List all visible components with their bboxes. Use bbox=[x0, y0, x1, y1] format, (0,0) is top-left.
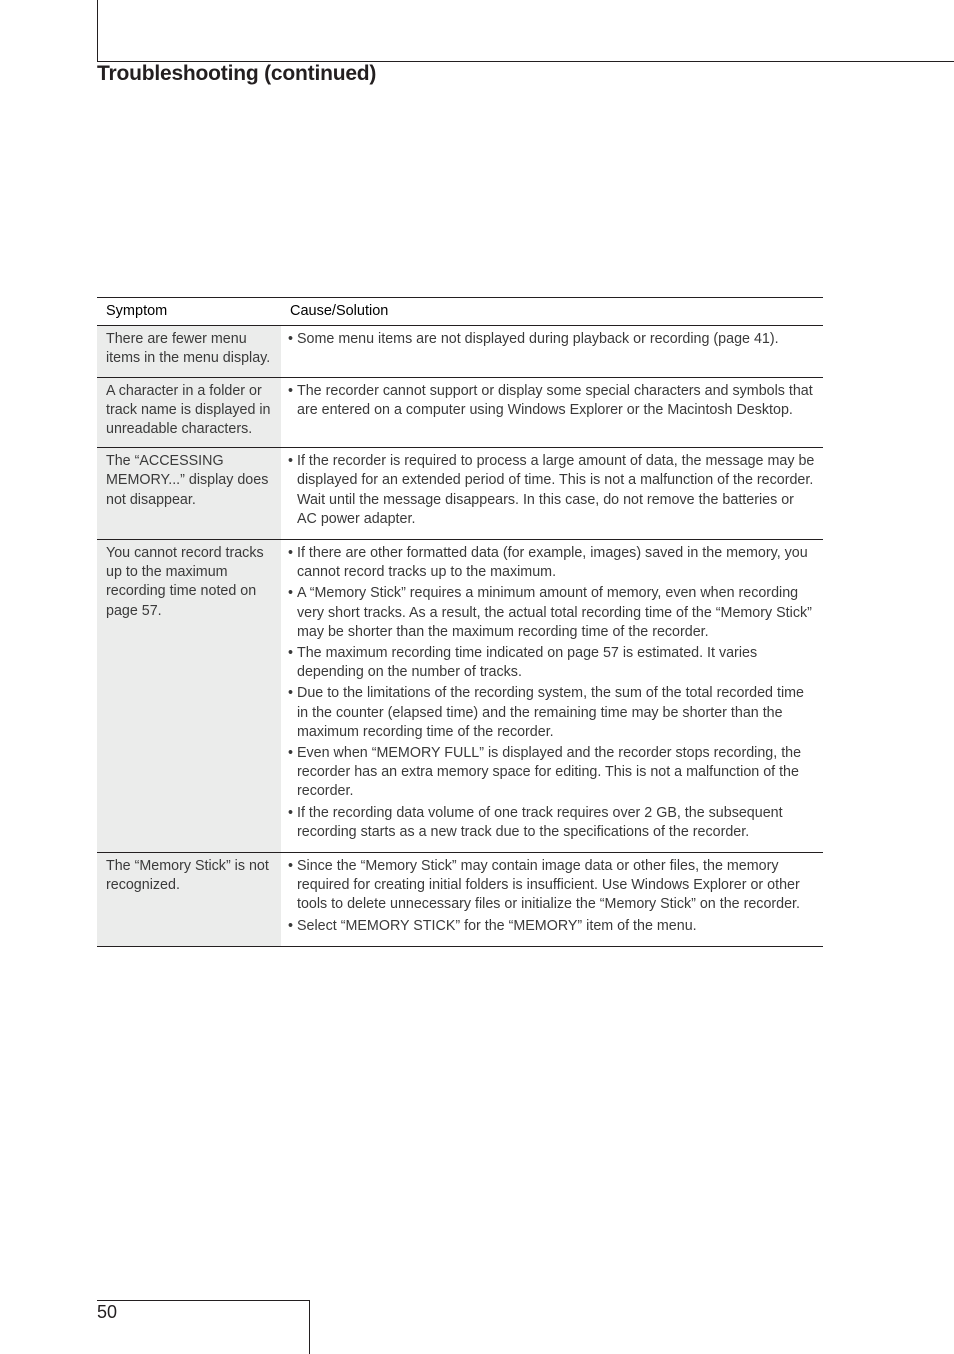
cause-list bbox=[289, 452, 815, 529]
list-item bbox=[289, 857, 815, 915]
table-row bbox=[97, 540, 823, 853]
bullet-icon: • bbox=[288, 545, 294, 562]
header-frame-vertical-rule bbox=[97, 0, 98, 62]
symptom-cell: There are fewer menu items in the menu display. bbox=[97, 326, 281, 377]
bullet-icon: • bbox=[288, 382, 294, 399]
table-body bbox=[97, 326, 823, 947]
cause-cell bbox=[281, 377, 823, 448]
bullet-icon: • bbox=[288, 585, 294, 602]
cause-text: Some menu items are not displayed during playback or recording (page 41). bbox=[297, 331, 779, 348]
footer-frame-horizontal-rule bbox=[97, 1300, 310, 1301]
list-item bbox=[289, 744, 815, 802]
cause-cell bbox=[281, 326, 823, 377]
list-item bbox=[289, 684, 815, 742]
list-item bbox=[289, 804, 815, 842]
cause-text: Due to the limitations of the recording system, the sum of the total recorded time in the counter (elapsed time) and the remaining time may be shorter than the maximum recording time of the recorder. bbox=[297, 685, 804, 740]
footer-frame-vertical-rule bbox=[309, 1300, 310, 1354]
cause-text: The recorder cannot support or display some special characters and symbols that are entered on a computer using Windows Explorer or the Macintosh Desktop. bbox=[297, 382, 813, 418]
page-title: Troubleshooting (continued) bbox=[97, 62, 377, 85]
list-item bbox=[289, 330, 815, 349]
cause-text: If there are other formatted data (for example, images) saved in the memory, you cannot record tracks up to the maximum. bbox=[297, 545, 808, 581]
cause-list bbox=[289, 330, 815, 349]
list-item bbox=[289, 382, 815, 420]
cause-cell bbox=[281, 448, 823, 540]
cause-cell bbox=[281, 540, 823, 853]
bullet-icon: • bbox=[288, 645, 294, 662]
list-item bbox=[289, 917, 815, 936]
cause-text: If the recording data volume of one track requires over 2 GB, the subsequent recording starts as a new track due to the specifications of the recorder. bbox=[297, 804, 783, 840]
table-row bbox=[97, 377, 823, 448]
page-number: 50 bbox=[97, 1302, 118, 1322]
cause-column-header: Cause/Solution bbox=[281, 298, 823, 326]
bullet-icon: • bbox=[288, 804, 294, 821]
cause-list bbox=[289, 382, 815, 420]
troubleshooting-table bbox=[97, 297, 823, 947]
bullet-icon: • bbox=[288, 745, 294, 762]
list-item bbox=[289, 452, 815, 529]
cause-list bbox=[289, 857, 815, 936]
table-row bbox=[97, 853, 823, 947]
symptom-column-header: Symptom bbox=[97, 298, 281, 326]
cause-text: The maximum recording time indicated on page 57 is estimated. It varies depending on the number of tracks. bbox=[297, 645, 758, 681]
bullet-icon: • bbox=[288, 858, 294, 875]
symptom-cell: The “Memory Stick” is not recognized. bbox=[97, 853, 281, 947]
cause-text: A “Memory Stick” requires a minimum amount of memory, even when recording very short tracks. As a result, the actual total recording time of the “Memory Stick” may be shorter than the maximum recording time of the recorder. bbox=[297, 585, 812, 640]
cause-text: Since the “Memory Stick” may contain image data or other files, the memory required for creating initial folders is insufficient. Use Windows Explorer or other tools to delete unnecessary files or initialize the “Memory Stick” on the recorder. bbox=[297, 858, 801, 913]
cause-text: If the recorder is required to process a large amount of data, the message may be displayed for an extended period of time. This is not a malfunction of the recorder. Wait until the message disappears. In this case, do not remove the batteries or AC power adapter. bbox=[297, 453, 815, 527]
list-item bbox=[289, 544, 815, 582]
cause-text: Even when “MEMORY FULL” is displayed and the recorder stops recording, the recorder has an extra memory space for editing. This is not a malfunction of the recorder. bbox=[297, 745, 802, 800]
cause-list bbox=[289, 544, 815, 842]
table-header-row bbox=[97, 298, 823, 326]
symptom-cell: The “ACCESSING MEMORY...” display does not disappear. bbox=[97, 448, 281, 540]
cause-text: Select “MEMORY STICK” for the “MEMORY” item of the menu. bbox=[297, 917, 697, 934]
symptom-cell: A character in a folder or track name is displayed in unreadable characters. bbox=[97, 377, 281, 448]
bullet-icon: • bbox=[288, 917, 294, 934]
bullet-icon: • bbox=[288, 453, 294, 470]
cause-cell bbox=[281, 853, 823, 947]
table-row bbox=[97, 448, 823, 540]
list-item bbox=[289, 644, 815, 682]
symptom-cell: You cannot record tracks up to the maximum recording time noted on page 57. bbox=[97, 540, 281, 853]
bullet-icon: • bbox=[288, 685, 294, 702]
list-item bbox=[289, 584, 815, 642]
bullet-icon: • bbox=[288, 331, 294, 348]
table-row bbox=[97, 326, 823, 377]
